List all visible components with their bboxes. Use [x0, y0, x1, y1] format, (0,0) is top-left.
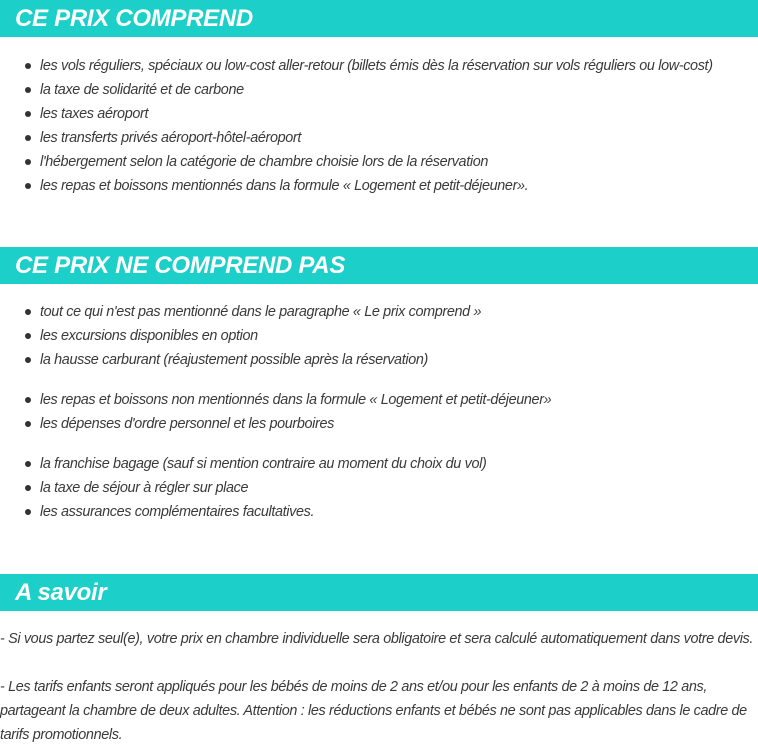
section-header-included: CE PRIX COMPREND	[0, 0, 758, 37]
bullet-icon	[25, 159, 31, 165]
info-paragraph-single: - Si vous partez seul(e), votre prix en chambre individuelle sera obligatoire et sera calculé automatiquement dans votre devis.	[0, 631, 754, 647]
bullet-icon	[25, 333, 31, 339]
bullet-icon	[25, 183, 31, 189]
bullet-icon	[25, 135, 31, 141]
bullet-icon	[25, 111, 31, 117]
bullet-icon	[25, 461, 31, 467]
bullet-icon	[25, 63, 31, 69]
bullet-icon	[25, 421, 31, 427]
section-header-not-included: CE PRIX NE COMPREND PAS	[0, 247, 758, 284]
info-paragraph-children: - Les tarifs enfants seront appliqués pour les bébés de moins de 2 ans et/ou pour les enfants de 2 à moins de 12 ans, partageant la chambre de deux adultes. Attention : les réductions enfants et bébés ne sont pas applicables dans le cadre de tarifs promotionnels.	[0, 679, 747, 743]
bullet-icon	[25, 87, 31, 93]
bullet-icon	[25, 397, 31, 403]
bullet-icon	[25, 357, 31, 363]
bullet-icon	[25, 509, 31, 515]
bullet-icon	[25, 485, 31, 491]
bullet-icon	[25, 309, 31, 315]
section-header-good-to-know: A savoir	[0, 574, 758, 611]
